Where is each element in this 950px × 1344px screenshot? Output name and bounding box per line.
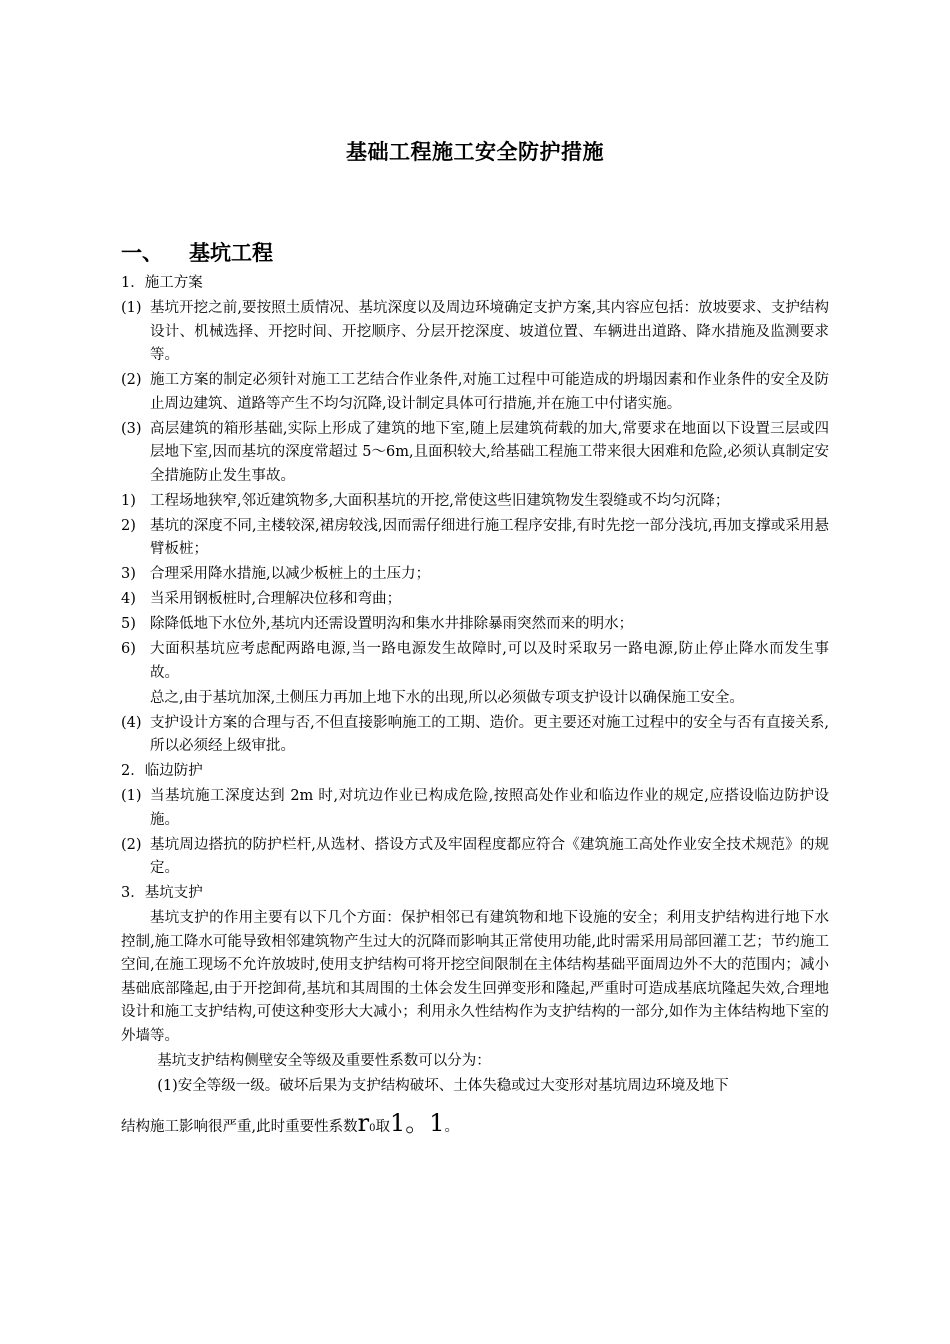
list-text: 基坑的深度不同,主楼较深,裙房较浅,因而需仔细进行施工程序安排,有时先挖一部分浅坑,再加支撑或采用悬臂板桩； [150, 517, 829, 557]
list-marker: 1) [121, 492, 136, 509]
list-item [121, 563, 829, 587]
list-item [121, 613, 829, 637]
document-body [121, 272, 829, 1142]
continuation-text: 结构施工影响很严重,此时重要性系数 [121, 1119, 358, 1135]
section-number: 一、 [121, 241, 163, 265]
coefficient-symbol: r [357, 1109, 370, 1137]
continuation-take: 取 [375, 1119, 390, 1135]
list-marker: 2) [121, 517, 136, 534]
list-item [121, 785, 829, 832]
list-marker: 3) [121, 566, 136, 582]
document-title: 基础工程施工安全防护措施 [346, 140, 604, 164]
subheading-pit-support: 3．基坑支护 [121, 885, 203, 901]
coefficient-value: 1。1 [389, 1109, 445, 1137]
grade-one-paragraph: (1)安全等级一级。破坏后果为支护结构破坏、土体失稳或过大变形对基坑周边环境及地下 [157, 1077, 729, 1094]
list-text: 除降低地下水位外,基坑内还需设置明沟和集水井排除暴雨突然而来的明水； [150, 616, 634, 632]
section-title: 基坑工程 [189, 241, 273, 265]
grade-intro-paragraph: 基坑支护结构侧壁安全等级及重要性系数可以分为： [157, 1052, 491, 1069]
list-item [121, 834, 829, 881]
subheading-edge-protection: 2．临边防护 [121, 763, 203, 779]
list-item [121, 369, 829, 416]
list-marker: 4) [121, 591, 136, 607]
list-marker: (1) [121, 300, 142, 316]
list-text: 基坑开挖之前,要按照土质情况、基坑深度以及周边环境确定支护方案,其内容应包括：放坡要求、支护结构设计、机械选择、开挖时间、开挖顺序、分层开挖深度、坡道位置、车辆进出道路、降水措施及监测要求等。 [150, 300, 829, 363]
list-marker: (2) [121, 372, 142, 388]
list-marker: (2) [121, 836, 142, 853]
list-text: 大面积基坑应考虑配两路电源,当一路电源发生故障时,可以及时采取另一路电源,防止停止降水而发生事故。 [150, 641, 829, 681]
subheading-construction-plan: 1．施工方案 [121, 275, 203, 291]
continuation-period: 。 [444, 1119, 460, 1135]
support-paragraph: 基坑支护的作用主要有以下几个方面：保护相邻已有建筑物和地下设施的安全；利用支护结构进行地下水控制,施工降水可能导致相邻建筑物产生过大的沉降而影响其正常使用功能,此时需采用局部回灌工艺；节约施工空间,在施工现场不允许放坡时,使用支护结构可将开挖空间限制在主体结构基础平面周边外不大的范围内；减小基础底部隆起,由于开挖卸荷,基坑和其周围的土体会发生回弹变形和隆起,严重时可造成基底坑隆起失效,合理地设计和施工支护结构,可使这种变形大大减小；利用永久性结构作为支护结构的一部分,如作为主体结构地下室的外墙等。 [121, 910, 829, 1044]
list-text: 施工方案的制定必须针对施工工艺结合作业条件,对施工过程中可能造成的坍塌因素和作业条件的安全及防止周边建筑、道路等产生不均匀沉降,设计制定具体可行措施,并在施工中付诸实施。 [150, 372, 829, 412]
list-text: 当基坑施工深度达到 2m 时,对坑边作业已构成危险,按照高处作业和临边作业的规定,应搭设临边防护设施。 [150, 788, 829, 828]
list-marker: (3) [121, 420, 142, 437]
coefficient-subscript: 0 [369, 1123, 376, 1134]
list-marker: (1) [121, 788, 142, 804]
list-item [121, 712, 829, 759]
grade-one-continuation [121, 1109, 829, 1141]
list-item [121, 297, 829, 368]
list-text: 支护设计方案的合理与否,不但直接影响施工的工期、造价。更主要还对施工过程中的安全与否有直接关系,所以必须经上级审批。 [150, 714, 829, 754]
list-text: 基坑周边搭抗的防护栏杆,从选材、搭设方式及牢固程度都应符合《建筑施工高处作业安全技术规范》的规定。 [150, 836, 829, 876]
list-marker: 5) [121, 616, 136, 632]
list-text: 合理采用降水措施,以减少板桩上的土压力； [150, 566, 431, 582]
list-item [121, 515, 829, 562]
list-text: 当采用钢板桩时,合理解决位移和弯曲； [150, 591, 402, 607]
list-text: 高层建筑的箱形基础,实际上形成了建筑的地下室,随上层建筑荷载的加大,常要求在地面以下设置三层或四层地下室,因而基坑的深度常超过 5～6m,且面积较大,给基础工程施工带来很大困难和危险,必须认真制定安全措施防止发生事故。 [150, 420, 829, 484]
list-item [121, 490, 829, 514]
list-marker: (4) [121, 714, 142, 731]
list-marker: 6) [121, 641, 136, 657]
list-item [121, 418, 829, 489]
list-text: 工程场地狭窄,邻近建筑物多,大面积基坑的开挖,常使这些旧建筑物发生裂缝或不均匀沉降； [150, 492, 730, 509]
list-item [121, 638, 829, 685]
summary-paragraph: 总之,由于基坑加深,土侧压力再加上地下水的出现,所以必须做专项支护设计以确保施工安全。 [150, 689, 744, 706]
section-heading-1 [121, 237, 273, 267]
list-item [121, 588, 829, 612]
